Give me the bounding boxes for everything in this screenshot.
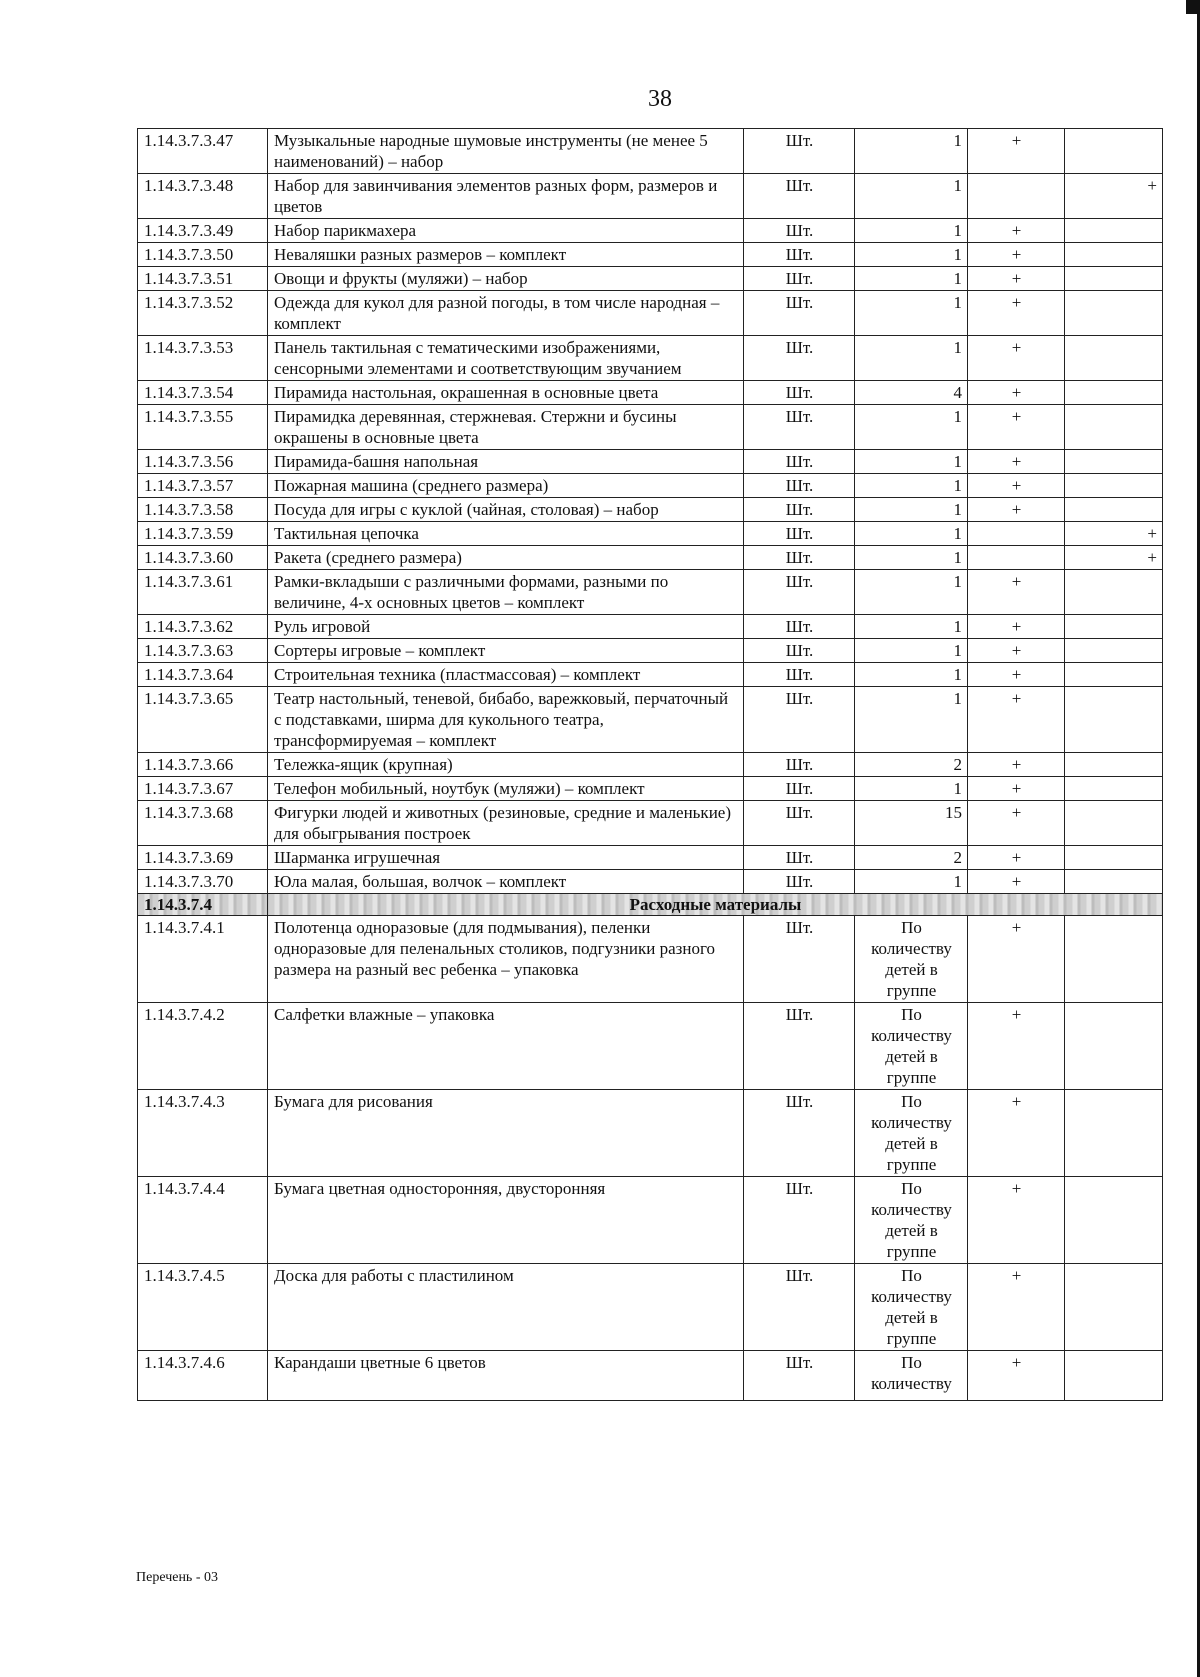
item-code: 1.14.3.7.3.51: [138, 267, 268, 291]
item-mark-group-2: [1065, 243, 1163, 267]
item-mark-group-2: [1065, 1003, 1163, 1090]
item-name: Карандаши цветные 6 цветов: [268, 1351, 744, 1401]
item-name: Неваляшки разных размеров – комплект: [268, 243, 744, 267]
item-code: 1.14.3.7.3.48: [138, 174, 268, 219]
item-quantity: 1: [855, 687, 968, 753]
item-mark-group-1: +: [968, 474, 1065, 498]
item-mark-group-2: [1065, 1090, 1163, 1177]
item-quantity: По количеству детей в группе: [855, 1003, 968, 1090]
item-quantity: 1: [855, 522, 968, 546]
item-mark-group-1: +: [968, 129, 1065, 174]
table-body: [138, 129, 1163, 1401]
table-row: [138, 174, 1163, 219]
item-unit: Шт.: [744, 639, 855, 663]
item-mark-group-1: +: [968, 1264, 1065, 1351]
item-mark-group-1: [968, 522, 1065, 546]
section-header-row: [138, 894, 1163, 916]
item-quantity: 1: [855, 450, 968, 474]
item-unit: Шт.: [744, 267, 855, 291]
item-quantity: По количеству детей в группе: [855, 1090, 968, 1177]
item-mark-group-2: +: [1065, 546, 1163, 570]
item-name: Пирамида-башня напольная: [268, 450, 744, 474]
table-row: [138, 219, 1163, 243]
table-row: [138, 474, 1163, 498]
item-name: Юла малая, большая, волчок – комплект: [268, 870, 744, 894]
table-row: [138, 801, 1163, 846]
item-unit: Шт.: [744, 243, 855, 267]
item-mark-group-1: +: [968, 870, 1065, 894]
item-mark-group-1: +: [968, 916, 1065, 1003]
table-row: [138, 663, 1163, 687]
table-row: [138, 522, 1163, 546]
item-code: 1.14.3.7.3.63: [138, 639, 268, 663]
item-code: 1.14.3.7.4.5: [138, 1264, 268, 1351]
item-quantity: По количеству детей в группе: [855, 916, 968, 1003]
item-mark-group-1: [968, 546, 1065, 570]
item-name: Руль игровой: [268, 615, 744, 639]
item-mark-group-1: +: [968, 801, 1065, 846]
item-mark-group-2: [1065, 663, 1163, 687]
equipment-table: [137, 128, 1163, 1401]
item-quantity: 1: [855, 336, 968, 381]
item-name: Бумага цветная односторонняя, двусторонняя: [268, 1177, 744, 1264]
item-quantity: 1: [855, 777, 968, 801]
item-mark-group-2: [1065, 1264, 1163, 1351]
item-mark-group-2: [1065, 615, 1163, 639]
item-name: Пожарная машина (среднего размера): [268, 474, 744, 498]
item-mark-group-2: [1065, 753, 1163, 777]
item-mark-group-2: [1065, 570, 1163, 615]
table-row: [138, 1264, 1163, 1351]
item-mark-group-2: [1065, 1351, 1163, 1401]
item-quantity: 1: [855, 129, 968, 174]
table-row: [138, 639, 1163, 663]
item-unit: Шт.: [744, 129, 855, 174]
item-quantity: По количеству: [855, 1351, 968, 1401]
table-row: [138, 405, 1163, 450]
item-code: 1.14.3.7.3.66: [138, 753, 268, 777]
item-mark-group-2: [1065, 405, 1163, 450]
item-quantity: 1: [855, 870, 968, 894]
item-mark-group-1: [968, 174, 1065, 219]
item-unit: Шт.: [744, 1264, 855, 1351]
item-code: 1.14.3.7.3.58: [138, 498, 268, 522]
item-mark-group-1: +: [968, 1177, 1065, 1264]
section-title: Расходные материалы: [268, 894, 1163, 916]
item-unit: Шт.: [744, 1003, 855, 1090]
item-name: Одежда для кукол для разной погоды, в том числе народная – комплект: [268, 291, 744, 336]
item-code: 1.14.3.7.4.4: [138, 1177, 268, 1264]
item-name: Строительная техника (пластмассовая) – комплект: [268, 663, 744, 687]
table-row: [138, 846, 1163, 870]
item-name: Пирамида настольная, окрашенная в основные цвета: [268, 381, 744, 405]
item-name: Панель тактильная с тематическими изображениями, сенсорными элементами и соответствующим звучанием: [268, 336, 744, 381]
item-mark-group-2: [1065, 801, 1163, 846]
item-mark-group-2: [1065, 1177, 1163, 1264]
item-mark-group-1: +: [968, 570, 1065, 615]
item-code: 1.14.3.7.4.2: [138, 1003, 268, 1090]
item-quantity: 1: [855, 570, 968, 615]
item-mark-group-1: +: [968, 381, 1065, 405]
item-code: 1.14.3.7.3.65: [138, 687, 268, 753]
item-mark-group-2: [1065, 129, 1163, 174]
item-mark-group-1: +: [968, 663, 1065, 687]
item-unit: Шт.: [744, 405, 855, 450]
item-mark-group-1: +: [968, 777, 1065, 801]
item-mark-group-2: [1065, 381, 1163, 405]
item-code: 1.14.3.7.3.53: [138, 336, 268, 381]
table-row: [138, 546, 1163, 570]
item-name: Тележка-ящик (крупная): [268, 753, 744, 777]
item-unit: Шт.: [744, 291, 855, 336]
item-unit: Шт.: [744, 916, 855, 1003]
item-mark-group-1: +: [968, 846, 1065, 870]
item-name: Набор парикмахера: [268, 219, 744, 243]
item-name: Полотенца одноразовые (для подмывания), пеленки одноразовые для пеленальных столиков, подгузники разного размера на разный вес ребенка – упаковка: [268, 916, 744, 1003]
item-name: Бумага для рисования: [268, 1090, 744, 1177]
item-name: Ракета (среднего размера): [268, 546, 744, 570]
item-code: 1.14.3.7.3.70: [138, 870, 268, 894]
item-code: 1.14.3.7.3.69: [138, 846, 268, 870]
item-mark-group-2: [1065, 267, 1163, 291]
item-quantity: 1: [855, 474, 968, 498]
item-mark-group-1: +: [968, 1003, 1065, 1090]
item-quantity: 1: [855, 174, 968, 219]
item-name: Набор для завинчивания элементов разных форм, размеров и цветов: [268, 174, 744, 219]
item-mark-group-2: [1065, 777, 1163, 801]
item-unit: Шт.: [744, 498, 855, 522]
item-code: 1.14.3.7.3.52: [138, 291, 268, 336]
table-row: [138, 870, 1163, 894]
item-name: Сортеры игровые – комплект: [268, 639, 744, 663]
table-row: [138, 753, 1163, 777]
item-unit: Шт.: [744, 336, 855, 381]
table-row: [138, 1090, 1163, 1177]
item-code: 1.14.3.7.3.61: [138, 570, 268, 615]
item-code: 1.14.3.7.3.47: [138, 129, 268, 174]
item-mark-group-1: +: [968, 336, 1065, 381]
item-quantity: По количеству детей в группе: [855, 1177, 968, 1264]
table-row: [138, 498, 1163, 522]
item-unit: Шт.: [744, 615, 855, 639]
item-quantity: 1: [855, 639, 968, 663]
item-quantity: 1: [855, 663, 968, 687]
item-code: 1.14.3.7.3.60: [138, 546, 268, 570]
item-mark-group-1: +: [968, 219, 1065, 243]
item-mark-group-1: +: [968, 639, 1065, 663]
table-row: [138, 615, 1163, 639]
item-unit: Шт.: [744, 687, 855, 753]
item-quantity: 1: [855, 243, 968, 267]
item-mark-group-1: +: [968, 615, 1065, 639]
item-mark-group-1: +: [968, 291, 1065, 336]
item-mark-group-2: [1065, 846, 1163, 870]
item-name: Пирамидка деревянная, стержневая. Стержни и бусины окрашены в основные цвета: [268, 405, 744, 450]
item-unit: Шт.: [744, 801, 855, 846]
section-code: 1.14.3.7.4: [138, 894, 268, 916]
item-code: 1.14.3.7.3.55: [138, 405, 268, 450]
item-mark-group-2: [1065, 639, 1163, 663]
item-quantity: По количеству детей в группе: [855, 1264, 968, 1351]
table-row: [138, 1177, 1163, 1264]
item-name: Музыкальные народные шумовые инструменты (не менее 5 наименований) – набор: [268, 129, 744, 174]
item-mark-group-1: +: [968, 498, 1065, 522]
item-name: Фигурки людей и животных (резиновые, средние и маленькие) для обыгрывания построек: [268, 801, 744, 846]
table-row: [138, 1351, 1163, 1401]
item-mark-group-1: +: [968, 687, 1065, 753]
item-unit: Шт.: [744, 1351, 855, 1401]
item-code: 1.14.3.7.3.56: [138, 450, 268, 474]
item-name: Рамки-вкладыши с различными формами, разными по величине, 4-х основных цветов – комплект: [268, 570, 744, 615]
item-quantity: 4: [855, 381, 968, 405]
item-quantity: 1: [855, 498, 968, 522]
page-number: 38: [648, 86, 672, 112]
table-row: [138, 777, 1163, 801]
item-unit: Шт.: [744, 381, 855, 405]
table-row: [138, 129, 1163, 174]
item-quantity: 2: [855, 753, 968, 777]
item-name: Шарманка игрушечная: [268, 846, 744, 870]
item-unit: Шт.: [744, 1177, 855, 1264]
table-row: [138, 570, 1163, 615]
item-code: 1.14.3.7.4.6: [138, 1351, 268, 1401]
item-unit: Шт.: [744, 753, 855, 777]
item-quantity: 1: [855, 546, 968, 570]
item-quantity: 1: [855, 219, 968, 243]
document-footer: Перечень - 03: [136, 1570, 218, 1585]
item-quantity: 1: [855, 615, 968, 639]
item-unit: Шт.: [744, 870, 855, 894]
item-mark-group-2: [1065, 291, 1163, 336]
table-row: [138, 1003, 1163, 1090]
table-row: [138, 243, 1163, 267]
item-quantity: 1: [855, 405, 968, 450]
item-code: 1.14.3.7.3.54: [138, 381, 268, 405]
item-code: 1.14.3.7.4.1: [138, 916, 268, 1003]
table-row: [138, 916, 1163, 1003]
item-name: Посуда для игры с куклой (чайная, столовая) – набор: [268, 498, 744, 522]
item-mark-group-2: +: [1065, 174, 1163, 219]
item-mark-group-1: +: [968, 1351, 1065, 1401]
item-mark-group-2: [1065, 336, 1163, 381]
item-name: Салфетки влажные – упаковка: [268, 1003, 744, 1090]
item-code: 1.14.3.7.3.59: [138, 522, 268, 546]
item-code: 1.14.3.7.3.50: [138, 243, 268, 267]
item-unit: Шт.: [744, 219, 855, 243]
item-mark-group-2: [1065, 687, 1163, 753]
item-mark-group-2: [1065, 498, 1163, 522]
item-name: Театр настольный, теневой, бибабо, варежковый, перчаточный с подставками, ширма для кукольного театра, трансформируемая – комплект: [268, 687, 744, 753]
item-mark-group-2: [1065, 916, 1163, 1003]
item-code: 1.14.3.7.3.62: [138, 615, 268, 639]
item-mark-group-2: [1065, 450, 1163, 474]
item-name: Телефон мобильный, ноутбук (муляжи) – комплект: [268, 777, 744, 801]
table-row: [138, 336, 1163, 381]
item-name: Доска для работы с пластилином: [268, 1264, 744, 1351]
item-unit: Шт.: [744, 846, 855, 870]
table-row: [138, 381, 1163, 405]
item-code: 1.14.3.7.3.67: [138, 777, 268, 801]
item-unit: Шт.: [744, 570, 855, 615]
item-code: 1.14.3.7.3.49: [138, 219, 268, 243]
table-row: [138, 687, 1163, 753]
item-mark-group-1: +: [968, 753, 1065, 777]
item-quantity: 1: [855, 291, 968, 336]
item-mark-group-1: +: [968, 450, 1065, 474]
item-unit: Шт.: [744, 474, 855, 498]
item-unit: Шт.: [744, 546, 855, 570]
item-mark-group-2: [1065, 219, 1163, 243]
table-row: [138, 267, 1163, 291]
item-code: 1.14.3.7.4.3: [138, 1090, 268, 1177]
item-name: Овощи и фрукты (муляжи) – набор: [268, 267, 744, 291]
item-unit: Шт.: [744, 777, 855, 801]
item-quantity: 1: [855, 267, 968, 291]
table-row: [138, 291, 1163, 336]
item-mark-group-1: +: [968, 405, 1065, 450]
item-mark-group-1: +: [968, 1090, 1065, 1177]
item-code: 1.14.3.7.3.64: [138, 663, 268, 687]
item-mark-group-2: +: [1065, 522, 1163, 546]
item-mark-group-1: +: [968, 267, 1065, 291]
item-mark-group-1: +: [968, 243, 1065, 267]
item-unit: Шт.: [744, 174, 855, 219]
item-quantity: 2: [855, 846, 968, 870]
item-code: 1.14.3.7.3.68: [138, 801, 268, 846]
item-code: 1.14.3.7.3.57: [138, 474, 268, 498]
item-quantity: 15: [855, 801, 968, 846]
scan-corner-mark: [1186, 0, 1200, 14]
item-mark-group-2: [1065, 474, 1163, 498]
table-row: [138, 450, 1163, 474]
item-name: Тактильная цепочка: [268, 522, 744, 546]
item-unit: Шт.: [744, 1090, 855, 1177]
item-mark-group-2: [1065, 870, 1163, 894]
item-unit: Шт.: [744, 450, 855, 474]
item-unit: Шт.: [744, 663, 855, 687]
item-unit: Шт.: [744, 522, 855, 546]
